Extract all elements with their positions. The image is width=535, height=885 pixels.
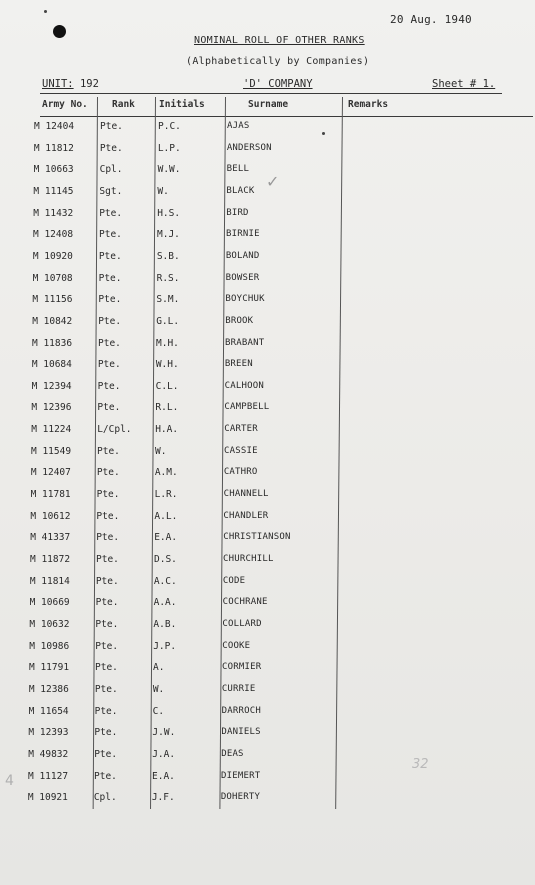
table-row — [0, 641, 535, 662]
army-number-cell: M 12393 — [28, 727, 69, 739]
punch-hole — [53, 25, 66, 38]
rank-cell: Sgt. — [99, 185, 123, 197]
surname-cell: CARTER — [224, 424, 258, 435]
initials-cell: W.H. — [155, 359, 179, 371]
table-row — [0, 532, 535, 553]
army-number-cell: M 10669 — [29, 597, 70, 609]
initials-cell: W. — [152, 683, 165, 695]
army-number-cell: M 11145 — [33, 185, 74, 197]
rank-cell: Pte. — [95, 575, 119, 587]
army-number-cell: M 41337 — [30, 532, 71, 544]
sheet-number: Sheet # 1. — [432, 78, 496, 90]
initials-cell: L.R. — [154, 489, 178, 501]
table-row — [0, 771, 535, 792]
army-number-cell: M 12396 — [31, 402, 72, 414]
army-number-cell: M 11549 — [31, 445, 72, 457]
pencil-annotation: 32 — [412, 757, 429, 772]
table-row — [0, 424, 535, 445]
table-row — [0, 359, 535, 380]
rank-cell: Pte. — [97, 359, 121, 371]
army-number-cell: M 11814 — [29, 575, 70, 587]
army-number-cell: M 12394 — [31, 380, 72, 392]
table-row — [0, 554, 535, 575]
rank-cell: Pte. — [96, 489, 120, 501]
surname-cell: CAMPBELL — [224, 402, 270, 413]
rank-cell: Pte. — [95, 662, 118, 674]
initials-cell: A.A. — [153, 597, 177, 609]
army-number-cell: M 12408 — [33, 229, 74, 241]
margin-mark: 4 — [5, 773, 14, 789]
army-number-cell: M 12407 — [30, 467, 71, 479]
initials-cell: S.B. — [156, 250, 180, 262]
company-name: 'D' COMPANY — [243, 78, 313, 90]
rank-cell: Pte. — [97, 445, 120, 457]
document-date: 20 Aug. 1940 — [390, 13, 472, 26]
surname-cell: BIRD — [226, 207, 249, 218]
initials-cell: A.B. — [153, 618, 177, 630]
initials-cell: J.A. — [152, 748, 176, 760]
initials-cell: J.W. — [152, 727, 176, 739]
table-row — [0, 576, 535, 597]
document-subtitle: (Alphabetically by Companies) — [186, 56, 370, 67]
rank-cell: Pte. — [96, 467, 120, 479]
rank-cell: Pte. — [94, 727, 118, 739]
table-row — [0, 662, 535, 683]
surname-cell: COLLARD — [222, 618, 262, 629]
rank-cell: Pte. — [99, 207, 123, 219]
table-row — [0, 229, 535, 250]
surname-cell: DOHERTY — [220, 792, 261, 803]
table-row — [0, 402, 535, 423]
rank-cell: Pte. — [98, 294, 122, 306]
surname-cell: ANDERSON — [226, 142, 272, 153]
surname-cell: BOLAND — [225, 250, 260, 261]
table-row — [0, 381, 535, 402]
header-rule-top — [40, 93, 502, 94]
initials-cell: J.F. — [151, 792, 175, 804]
army-number-cell: M 12404 — [34, 121, 75, 132]
initials-cell: R.S. — [156, 272, 180, 284]
surname-cell: BREEN — [224, 359, 253, 370]
rank-cell: Pte. — [98, 250, 122, 262]
army-number-cell: M 10920 — [32, 250, 73, 262]
unit-field — [42, 78, 99, 90]
initials-cell: P.C. — [158, 121, 181, 132]
rank-cell: Pte. — [95, 597, 119, 609]
table-row — [0, 143, 535, 164]
table-row — [0, 792, 535, 813]
rank-cell: Cpl. — [93, 792, 117, 804]
table-row — [0, 121, 535, 142]
army-number-cell: M 11781 — [30, 489, 71, 501]
initials-cell: A.M. — [154, 467, 178, 479]
rank-cell: Pte. — [96, 510, 120, 522]
army-number-cell: M 10684 — [31, 359, 72, 371]
initials-cell: D.S. — [154, 554, 177, 565]
army-number-cell: M 10708 — [32, 272, 73, 284]
army-number-cell: M 10842 — [32, 315, 73, 327]
rank-cell: Pte. — [99, 229, 122, 241]
table-row — [0, 316, 535, 337]
rank-cell: Pte. — [98, 337, 121, 349]
surname-cell: CORMIER — [222, 662, 262, 673]
table-row — [0, 511, 535, 532]
check-mark-icon: ✓ — [266, 172, 280, 191]
rank-cell: Pte. — [94, 748, 118, 760]
header-remarks: Remarks — [348, 99, 389, 110]
ink-speck — [44, 10, 47, 13]
rank-cell: Pte. — [97, 380, 121, 392]
table-row — [0, 749, 535, 770]
surname-cell: DIEMERT — [221, 770, 261, 781]
rank-cell: Pte. — [94, 770, 117, 782]
surname-cell: CHRISTIANSON — [223, 532, 291, 543]
rank-cell: Pte. — [97, 402, 121, 414]
table-row — [0, 467, 535, 488]
surname-cell: DEAS — [221, 748, 244, 759]
army-number-cell: M 11432 — [33, 207, 74, 219]
surname-cell: CODE — [222, 575, 246, 586]
table-row — [0, 338, 535, 359]
unit-value: 192 — [79, 78, 99, 90]
surname-cell: DARROCH — [221, 705, 261, 716]
rank-cell: Pte. — [95, 618, 119, 630]
table-row — [0, 597, 535, 618]
surname-cell: AJAS — [227, 121, 250, 131]
army-number-cell: M 11812 — [33, 142, 74, 154]
rank-cell: Pte. — [98, 315, 122, 327]
army-number-cell: M 11654 — [28, 705, 69, 717]
army-number-cell: M 10612 — [30, 510, 71, 522]
initials-cell: H.S. — [157, 207, 181, 219]
initials-cell: C.L. — [155, 380, 179, 392]
army-number-cell: M 11872 — [30, 554, 71, 565]
initials-cell: E.A. — [154, 532, 178, 544]
table-row — [0, 706, 535, 727]
rank-cell: Pte. — [96, 532, 120, 544]
army-number-cell: M 12386 — [28, 683, 69, 695]
surname-cell: BRABANT — [225, 337, 265, 348]
surname-cell: COOKE — [222, 640, 251, 651]
table-row — [0, 273, 535, 294]
surname-cell: CURRIE — [221, 683, 256, 694]
rank-cell: L/Cpl. — [97, 424, 132, 436]
initials-cell: J.P. — [153, 640, 177, 652]
table-row — [0, 489, 535, 510]
surname-cell: COCHRANE — [222, 597, 268, 608]
army-number-cell: M 10663 — [33, 164, 74, 176]
army-number-cell: M 10632 — [29, 618, 70, 630]
surname-cell: BIRNIE — [226, 229, 260, 240]
rank-cell: Pte. — [96, 554, 119, 565]
initials-cell: W.W. — [157, 164, 181, 176]
surname-cell: CHURCHILL — [223, 554, 274, 564]
initials-cell: G.L. — [156, 315, 180, 327]
rank-cell: Pte. — [99, 142, 123, 154]
surname-cell: BOYCHUK — [225, 294, 265, 305]
initials-cell: C. — [152, 705, 165, 717]
table-row — [0, 684, 535, 705]
header-rule-bottom — [40, 116, 533, 117]
army-number-cell: M 11791 — [29, 662, 70, 674]
header-initials: Initials — [159, 99, 205, 110]
army-number-cell: M 11836 — [32, 337, 73, 349]
surname-cell: DANIELS — [221, 727, 261, 738]
rank-cell: Cpl. — [99, 164, 123, 176]
header-surname: Surname — [248, 99, 289, 110]
table-row — [0, 208, 535, 229]
surname-cell: BLACK — [226, 185, 255, 196]
rank-cell: Pte. — [94, 705, 118, 717]
table-row — [0, 294, 535, 315]
army-number-cell: M 10921 — [27, 792, 68, 804]
initials-cell: H.A. — [155, 424, 179, 436]
table-row — [0, 727, 535, 748]
rank-cell: Pte. — [94, 683, 118, 695]
initials-cell: R.L. — [155, 402, 179, 414]
surname-cell: CHANDLER — [223, 510, 269, 521]
army-number-cell: M 11156 — [32, 294, 73, 306]
surname-cell: BOWSER — [225, 272, 260, 283]
surname-cell: CALHOON — [224, 380, 264, 391]
rank-cell: Pte. — [98, 272, 122, 284]
surname-cell: CHANNELL — [223, 489, 269, 500]
table-row — [0, 619, 535, 640]
rank-cell: Pte. — [95, 640, 119, 652]
army-number-cell: M 49832 — [28, 748, 69, 760]
surname-cell: CATHRO — [223, 467, 258, 478]
initials-cell: M.H. — [156, 337, 179, 349]
initials-cell: W. — [155, 445, 167, 457]
header-army-no: Army No. — [42, 99, 88, 110]
army-number-cell: M 11224 — [31, 424, 72, 436]
initials-cell: A.C. — [153, 575, 177, 587]
initials-cell: A.L. — [154, 510, 178, 522]
initials-cell: E.A. — [152, 770, 175, 782]
initials-cell: A. — [153, 662, 165, 674]
surname-cell: BELL — [226, 164, 250, 175]
initials-cell: S.M. — [156, 294, 180, 306]
header-rank: Rank — [112, 99, 135, 110]
rank-cell: Pte. — [100, 121, 123, 132]
army-number-cell: M 11127 — [28, 770, 69, 782]
unit-label: UNIT: — [42, 78, 74, 90]
initials-cell: W. — [157, 185, 169, 197]
document-title: NOMINAL ROLL OF OTHER RANKS — [194, 35, 365, 46]
table-row — [0, 251, 535, 272]
surname-cell: BROOK — [225, 315, 254, 326]
army-number-cell: M 10986 — [29, 640, 70, 652]
table-row — [0, 446, 535, 467]
initials-cell: L.P. — [157, 142, 181, 154]
surname-cell: CASSIE — [224, 445, 258, 456]
initials-cell: M.J. — [157, 229, 180, 241]
